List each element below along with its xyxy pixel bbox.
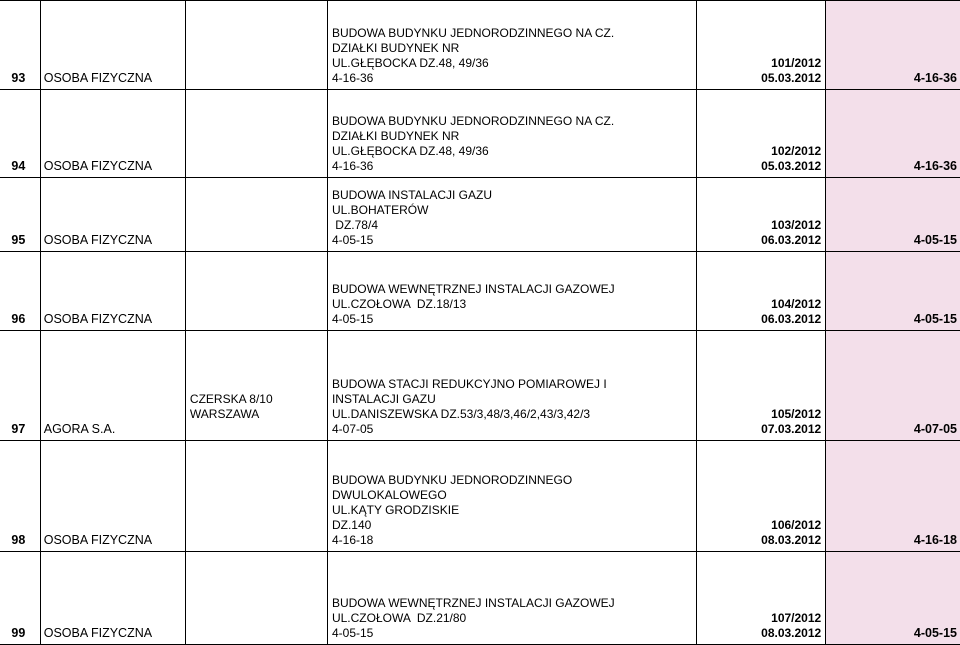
description-line: BUDOWA STACJI REDUKCYJNO POMIAROWEJ I (331, 377, 607, 391)
description-line: 4-05-15 (331, 626, 374, 640)
decision-date: 08.03.2012 (761, 626, 822, 640)
description-line: 4-05-15 (331, 233, 374, 247)
row-number: 99 (0, 552, 40, 645)
description-line: 4-16-36 (331, 71, 374, 85)
description-line: UL.CZOŁOWA DZ.21/80 (331, 611, 467, 625)
description-line: 4-16-36 (331, 159, 374, 173)
description-line: 4-07-05 (331, 422, 374, 436)
plot-code: 4-05-15 (826, 178, 960, 252)
decision-number: 105/2012 (771, 407, 822, 421)
description-line: UL.DANISZEWSKA DZ.53/3,48/3,46/2,43/3,42/3 (331, 407, 591, 421)
plot-code: 4-05-15 (826, 252, 960, 331)
description-line: UL.GŁĘBOCKA DZ.48, 49/36 (331, 144, 489, 158)
investor: OSOBA FIZYCZNA (40, 90, 185, 178)
investor: OSOBA FIZYCZNA (40, 441, 185, 552)
description-line: DZIAŁKI BUDYNEK NR (331, 129, 460, 143)
description-line: UL.BOHATERÓW (331, 203, 429, 217)
investor-address (185, 441, 327, 552)
table-row (0, 331, 960, 441)
description (327, 1, 696, 90)
plot-code: 4-16-36 (826, 90, 960, 178)
plot-code: 4-05-15 (826, 552, 960, 645)
description-line: DWULOKALOWEGO (331, 488, 447, 502)
investor-address (185, 252, 327, 331)
table-row (0, 178, 960, 252)
decision-date: 05.03.2012 (761, 71, 822, 85)
decision-date: 08.03.2012 (761, 533, 822, 547)
description-line: DZ.78/4 (331, 218, 378, 232)
description-line: BUDOWA WEWNĘTRZNEJ INSTALACJI GAZOWEJ (331, 596, 615, 610)
description (327, 252, 696, 331)
decision-cell (696, 252, 826, 331)
description-line: UL.CZOŁOWA DZ.18/13 (331, 297, 467, 311)
table-row (0, 552, 960, 645)
decision-number: 103/2012 (771, 218, 822, 232)
row-number: 94 (0, 90, 40, 178)
decision-cell (696, 331, 826, 441)
description (327, 441, 696, 552)
decision-number: 101/2012 (771, 56, 822, 70)
table-row (0, 90, 960, 178)
table-row (0, 1, 960, 90)
decision-date: 05.03.2012 (761, 159, 822, 173)
decision-cell (696, 441, 826, 552)
description (327, 178, 696, 252)
description-line: UL.GŁĘBOCKA DZ.48, 49/36 (331, 56, 489, 70)
investor: AGORA S.A. (40, 331, 185, 441)
description-line: 4-05-15 (331, 312, 374, 326)
investor: OSOBA FIZYCZNA (40, 252, 185, 331)
decision-cell (696, 178, 826, 252)
description-line: UL.KĄTY GRODZISKIE (331, 503, 460, 517)
investor-address (185, 552, 327, 645)
row-number: 97 (0, 331, 40, 441)
row-number: 95 (0, 178, 40, 252)
address-line: WARSZAWA (189, 407, 260, 421)
investor: OSOBA FIZYCZNA (40, 178, 185, 252)
description-line: BUDOWA INSTALACJI GAZU (331, 188, 492, 202)
address-line: CZERSKA 8/10 (189, 392, 273, 406)
table-row (0, 252, 960, 331)
description (327, 90, 696, 178)
decision-cell (696, 90, 826, 178)
investor: OSOBA FIZYCZNA (40, 1, 185, 90)
plot-code: 4-16-18 (826, 441, 960, 552)
description-line: DZ.140 (331, 518, 372, 532)
investor-address (185, 90, 327, 178)
investor-address (185, 331, 327, 441)
row-number: 93 (0, 1, 40, 90)
decision-cell (696, 1, 826, 90)
description (327, 552, 696, 645)
description-line: BUDOWA BUDYNKU JEDNORODZINNEGO NA CZ. (331, 114, 615, 128)
decision-cell (696, 552, 826, 645)
description-line: BUDOWA BUDYNKU JEDNORODZINNEGO (331, 473, 573, 487)
decision-date: 06.03.2012 (761, 233, 822, 247)
description (327, 331, 696, 441)
row-number: 98 (0, 441, 40, 552)
table-row (0, 441, 960, 552)
row-number: 96 (0, 252, 40, 331)
decision-number: 107/2012 (771, 611, 822, 625)
investor: OSOBA FIZYCZNA (40, 552, 185, 645)
description-line: BUDOWA BUDYNKU JEDNORODZINNEGO NA CZ. (331, 26, 615, 40)
description-line: DZIAŁKI BUDYNEK NR (331, 41, 460, 55)
investor-address (185, 1, 327, 90)
decision-number: 104/2012 (771, 297, 822, 311)
investor-address (185, 178, 327, 252)
decision-date: 06.03.2012 (761, 312, 822, 326)
description-line: INSTALACJI GAZU (331, 392, 436, 406)
decision-number: 106/2012 (771, 518, 822, 532)
plot-code: 4-16-36 (826, 1, 960, 90)
decision-date: 07.03.2012 (761, 422, 822, 436)
decision-number: 102/2012 (771, 144, 822, 158)
description-line: BUDOWA WEWNĘTRZNEJ INSTALACJI GAZOWEJ (331, 282, 615, 296)
description-line: 4-16-18 (331, 533, 374, 547)
plot-code: 4-07-05 (826, 331, 960, 441)
